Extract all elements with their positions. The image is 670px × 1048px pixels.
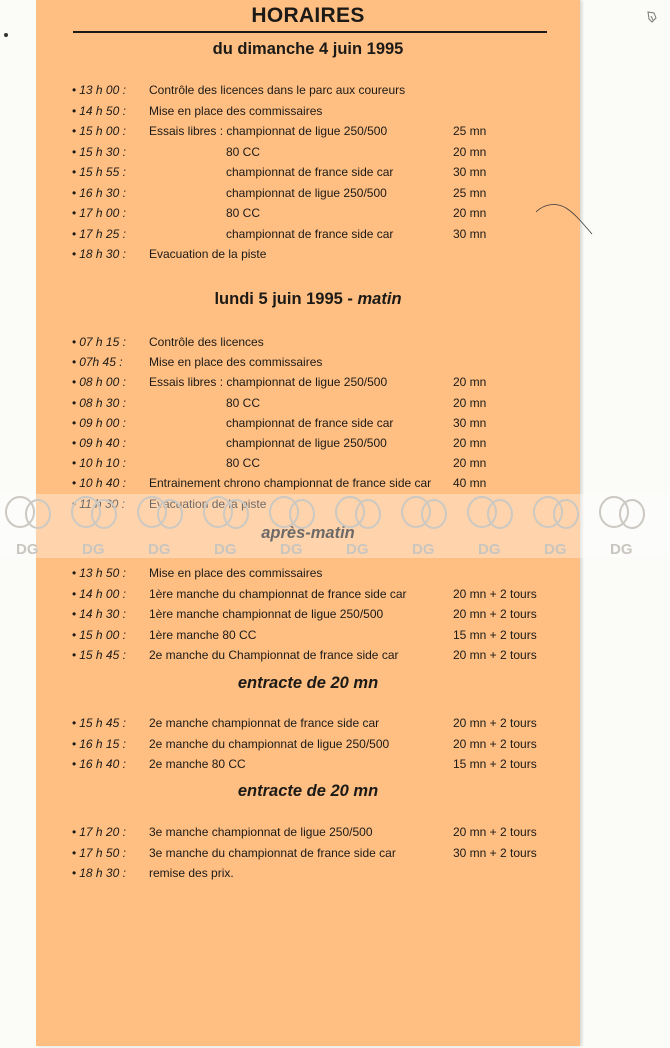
row-time-text: 16 h 15 : <box>79 736 126 751</box>
schedule-row <box>36 186 580 206</box>
row-time <box>72 757 126 771</box>
row-time <box>72 416 126 430</box>
row-duration: 20 mn <box>453 436 487 450</box>
bullet-icon: • <box>72 436 77 450</box>
row-time-text: 08 h 00 : <box>79 375 126 390</box>
bullet-icon: • <box>72 103 77 118</box>
row-description: Essais libres : championnat de ligue 250/500 <box>149 375 388 390</box>
schedule-row <box>36 436 580 456</box>
watermark-text: DG <box>412 541 435 558</box>
bullet-icon: • <box>72 247 77 261</box>
watermark-text: DG <box>148 541 171 558</box>
bullet-icon: • <box>72 456 77 471</box>
row-description: championnat de france side car <box>226 226 394 241</box>
row-duration: 20 mn + 2 tours <box>453 586 537 601</box>
row-time-text: 17 h 00 : <box>79 206 126 220</box>
row-description: Evacuation de la piste <box>149 247 267 261</box>
row-time <box>72 247 126 261</box>
watermark-text: DG <box>280 541 303 558</box>
bullet-icon: • <box>72 566 77 580</box>
row-time-text: 17 h 25 : <box>79 226 126 241</box>
row-duration: 20 mn <box>453 375 487 390</box>
row-time <box>72 846 126 860</box>
row-time <box>72 227 126 241</box>
row-time-text: 18 h 30 : <box>79 866 126 880</box>
schedule-row <box>36 165 580 185</box>
heading-main-text: lundi 5 juin 1995 - <box>214 290 353 308</box>
section-heading-afternoon: après-matin <box>261 524 355 542</box>
row-description: 3e manche championnat de ligue 250/500 <box>149 825 373 839</box>
schedule-row <box>36 716 580 736</box>
bullet-icon: • <box>72 226 77 241</box>
row-description: 2e manche du championnat de ligue 250/500 <box>149 736 390 751</box>
row-time-text: 15 h 00 : <box>79 627 126 642</box>
row-description: championnat de ligue 250/500 <box>226 185 387 200</box>
row-duration: 40 mn <box>453 476 487 491</box>
schedule-row <box>36 104 580 124</box>
watermark-text: DG <box>478 541 501 558</box>
section-heading-interval-1: entracte de 20 mn <box>237 674 379 692</box>
watermark-band <box>0 494 670 558</box>
row-description: 1ère manche 80 CC <box>149 627 257 642</box>
section-heading-monday <box>36 290 580 309</box>
bullet-icon: • <box>72 206 77 220</box>
row-description: 2e manche championnat de france side car <box>149 716 380 730</box>
bullet-icon: • <box>72 736 77 751</box>
row-description: Mise en place des commissaires <box>149 566 323 580</box>
row-description: Contrôle des licences dans le parc aux coureurs <box>149 83 406 97</box>
bullet-icon: • <box>72 757 77 771</box>
row-description: Essais libres : championnat de ligue 250/500 <box>149 124 388 138</box>
row-duration: 20 mn <box>453 395 487 410</box>
row-time-text: 13 h 00 : <box>79 83 126 97</box>
row-time <box>72 607 126 621</box>
pen-scribble <box>536 200 596 240</box>
row-time <box>72 737 126 751</box>
section-heading-sunday: du dimanche 4 juin 1995 <box>212 40 404 58</box>
schedule-row <box>36 83 580 103</box>
row-duration: 25 mn <box>453 124 487 138</box>
schedule-row <box>36 456 580 476</box>
schedule-row <box>36 846 580 866</box>
watermark-text: DG <box>16 541 39 558</box>
row-time-text: 15 h 45 : <box>79 716 126 730</box>
bullet-icon: • <box>72 866 77 880</box>
bullet-icon: • <box>72 586 77 601</box>
schedule-row <box>36 825 580 845</box>
row-time <box>72 396 126 410</box>
row-time <box>72 866 126 880</box>
schedule-row <box>36 396 580 416</box>
row-duration: 20 mn + 2 tours <box>453 716 537 730</box>
row-time <box>72 436 126 450</box>
schedule-row <box>36 206 580 226</box>
schedule-row <box>36 416 580 436</box>
row-description: championnat de france side car <box>226 165 394 179</box>
bullet-icon: • <box>72 415 77 430</box>
bullet-icon: • <box>72 607 77 621</box>
row-description: 80 CC <box>226 144 261 159</box>
bullet-icon: • <box>72 144 77 159</box>
row-time-text: 15 h 55 : <box>79 165 126 179</box>
watermark-logo <box>134 494 186 558</box>
schedule-row <box>36 866 580 886</box>
row-description: 80 CC <box>226 395 261 410</box>
bullet-icon: • <box>72 845 77 860</box>
row-time <box>72 355 123 369</box>
watermark-text: DG <box>214 541 237 558</box>
row-time-text: 10 h 40 : <box>79 476 126 491</box>
row-description: 1ère manche championnat de ligue 250/500 <box>149 607 384 621</box>
row-duration: 20 mn + 2 tours <box>453 825 537 839</box>
row-time <box>72 375 126 389</box>
corner-stamp-icon <box>646 10 658 26</box>
row-time-text: 08 h 30 : <box>79 395 126 410</box>
page-title: HORAIRES <box>251 4 365 27</box>
row-time-text: 13 h 50 : <box>79 566 126 580</box>
watermark-text: DG <box>610 541 633 558</box>
row-time-text: 15 h 00 : <box>79 124 126 138</box>
schedule-row <box>36 757 580 777</box>
schedule-row <box>36 335 580 355</box>
section-heading-interval-2: entracte de 20 mn <box>237 782 379 800</box>
bullet-icon: • <box>72 185 77 200</box>
row-time-text: 10 h 10 : <box>79 456 126 471</box>
row-time <box>72 648 126 662</box>
schedule-row <box>36 648 580 668</box>
row-duration: 30 mn <box>453 415 487 430</box>
row-time <box>72 587 126 601</box>
bullet-icon: • <box>72 165 77 179</box>
row-time <box>72 825 126 839</box>
watermark-logo <box>398 494 450 558</box>
row-time-text: 09 h 40 : <box>79 436 126 450</box>
row-description: Contrôle des licences <box>149 335 264 349</box>
row-time-text: 07 h 15 : <box>79 335 126 349</box>
row-description: Mise en place des commissaires <box>149 355 323 370</box>
row-time <box>72 628 126 642</box>
schedule-row <box>36 628 580 648</box>
row-time <box>72 456 126 470</box>
watermark-logo <box>530 494 582 558</box>
row-time <box>72 165 126 179</box>
row-time-text: 16 h 30 : <box>79 185 126 200</box>
row-description: 80 CC <box>226 456 261 471</box>
row-duration: 20 mn <box>453 456 487 471</box>
row-duration: 30 mn + 2 tours <box>453 845 537 860</box>
row-time <box>72 335 126 349</box>
row-time <box>72 476 126 490</box>
schedule-row <box>36 607 580 627</box>
watermark-logo <box>200 494 252 558</box>
row-duration: 20 mn <box>453 144 487 159</box>
row-time <box>72 206 126 220</box>
row-duration: 15 mn + 2 tours <box>453 627 537 642</box>
row-time-text: 15 h 45 : <box>79 648 126 662</box>
bullet-icon: • <box>72 627 77 642</box>
schedule-row <box>36 227 580 247</box>
row-time <box>72 145 126 159</box>
row-description: 1ère manche du championnat de france side car <box>149 586 407 601</box>
watermark-text: DG <box>544 541 567 558</box>
watermark-logo <box>596 494 648 558</box>
schedule-row <box>36 247 580 267</box>
row-description: championnat de ligue 250/500 <box>226 436 387 450</box>
row-duration: 20 mn <box>453 206 487 220</box>
row-time-text: 17 h 20 : <box>79 825 126 839</box>
bullet-icon: • <box>72 496 77 511</box>
row-time-text: 18 h 30 : <box>79 247 126 261</box>
row-time <box>72 104 126 118</box>
watermark-text: DG <box>346 541 369 558</box>
row-time-text: 11 h 30 : <box>79 496 126 511</box>
bullet-icon: • <box>72 355 77 370</box>
row-time <box>72 186 126 200</box>
schedule-row <box>36 145 580 165</box>
row-time-text: 15 h 30 : <box>79 144 126 159</box>
row-description: Entrainement chrono championnat de france side car <box>149 476 432 491</box>
bullet-icon: • <box>72 825 77 839</box>
row-time-text: 14 h 00 : <box>79 586 126 601</box>
bullet-icon: • <box>72 83 77 97</box>
schedule-row <box>36 124 580 144</box>
bullet-icon: • <box>72 476 77 491</box>
row-duration: 20 mn + 2 tours <box>453 736 537 751</box>
row-duration: 30 mn <box>453 226 487 241</box>
row-time-text: 07h 45 : <box>79 355 123 370</box>
row-description: 80 CC <box>226 206 261 220</box>
row-duration: 15 mn + 2 tours <box>453 757 537 771</box>
title-underline <box>73 31 547 33</box>
watermark-logo <box>332 494 384 558</box>
bullet-icon: • <box>72 335 77 349</box>
schedule-row <box>36 566 580 586</box>
schedule-row <box>36 737 580 757</box>
row-time-text: 16 h 40 : <box>79 757 126 771</box>
row-time-text: 09 h 00 : <box>79 415 126 430</box>
row-duration: 20 mn + 2 tours <box>453 648 537 662</box>
bullet-icon: • <box>72 375 77 390</box>
schedule-row <box>36 587 580 607</box>
row-time-text: 14 h 50 : <box>79 103 126 118</box>
watermark-logo <box>464 494 516 558</box>
stray-dot <box>4 33 8 37</box>
row-duration: 30 mn <box>453 165 487 179</box>
row-description: 3e manche du championnat de france side car <box>149 845 396 860</box>
watermark-logo <box>2 494 54 558</box>
schedule-row <box>36 375 580 395</box>
watermark-text: DG <box>82 541 105 558</box>
row-description: 2e manche 80 CC <box>149 757 246 771</box>
bullet-icon: • <box>72 124 77 138</box>
watermark-logo <box>68 494 120 558</box>
row-time <box>72 124 126 138</box>
watermark-logo <box>266 494 318 558</box>
row-description: championnat de france side car <box>226 415 394 430</box>
bullet-icon: • <box>72 716 77 730</box>
bullet-icon: • <box>72 648 77 662</box>
heading-emphasis-text: matin <box>357 290 402 308</box>
schedule-row <box>36 355 580 375</box>
row-time-text: 17 h 50 : <box>79 845 126 860</box>
row-time <box>72 566 126 580</box>
row-description: Mise en place des commissaires <box>149 103 323 118</box>
row-description: Evacuation de la piste <box>149 496 267 511</box>
row-time <box>72 716 126 730</box>
row-time-text: 14 h 30 : <box>79 607 126 621</box>
row-description: remise des prix. <box>149 866 234 880</box>
row-duration: 25 mn <box>453 185 487 200</box>
row-time <box>72 83 126 97</box>
row-duration: 20 mn + 2 tours <box>453 607 537 621</box>
bullet-icon: • <box>72 395 77 410</box>
row-description: 2e manche du Championnat de france side car <box>149 648 399 662</box>
